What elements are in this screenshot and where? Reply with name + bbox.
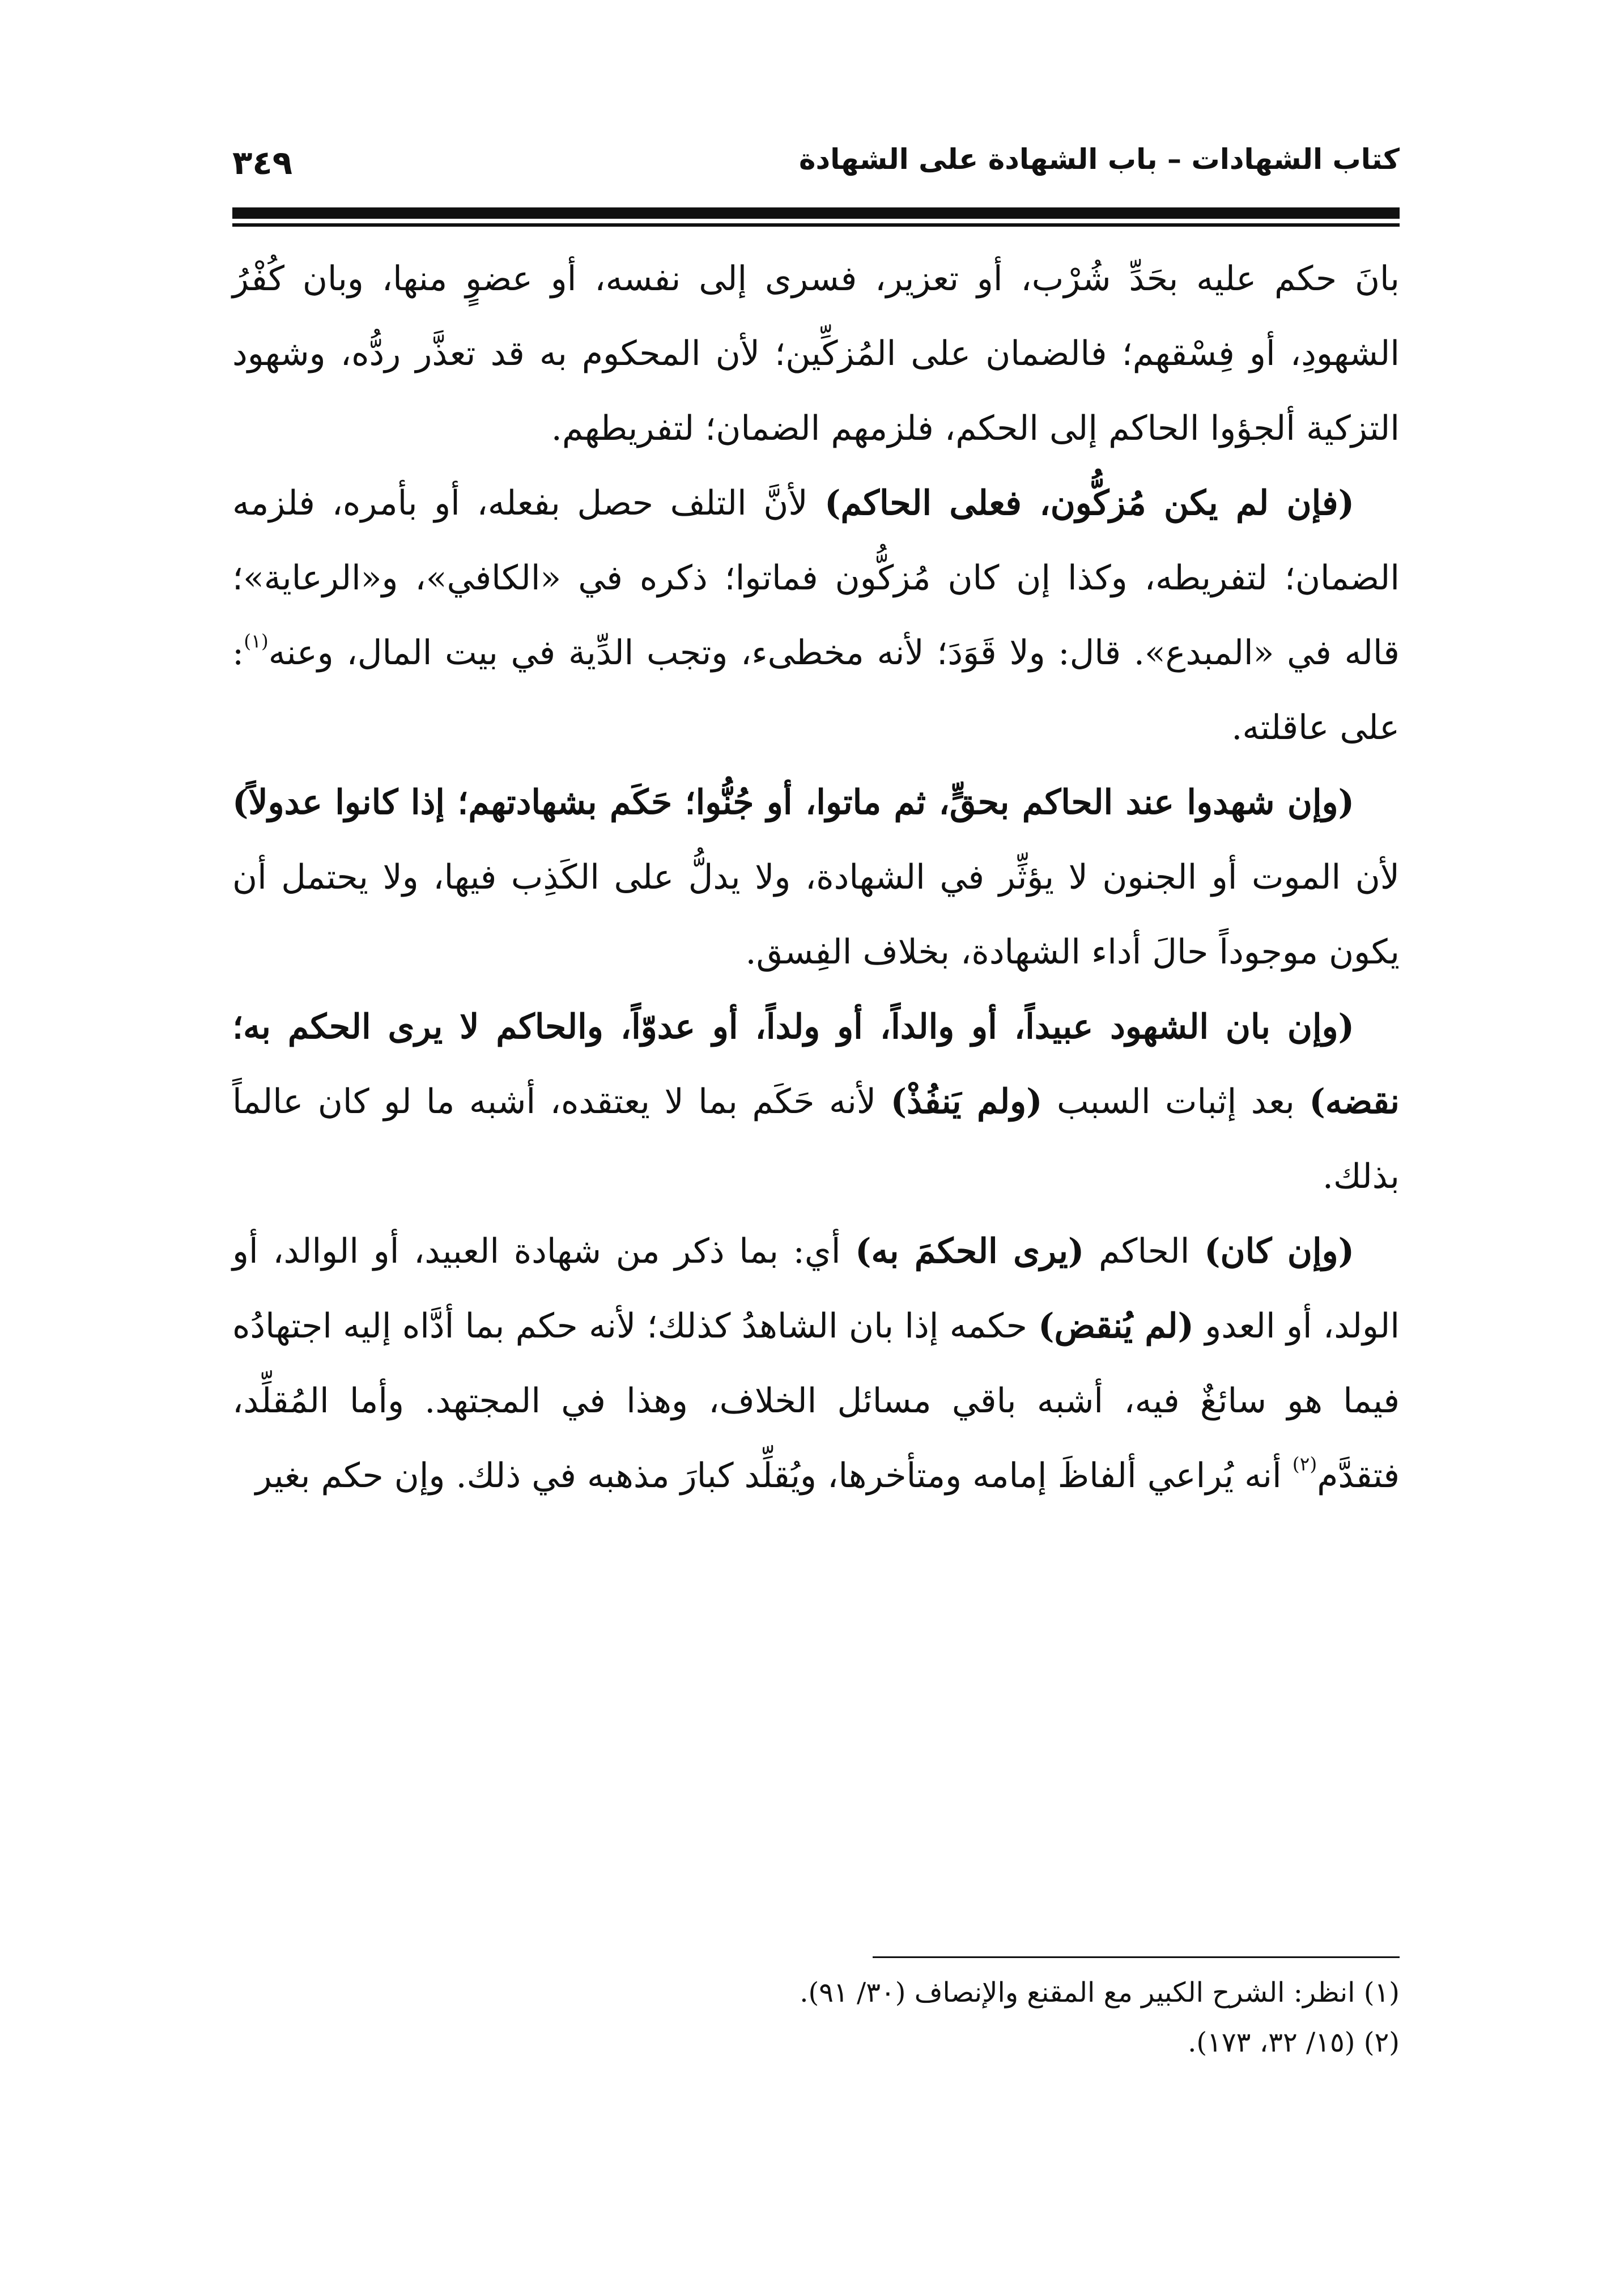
- footnote-separator: [873, 1956, 1400, 1958]
- text-run: بعد إثبات السبب: [1042, 1082, 1310, 1122]
- matn-text: (ولم يَنفُذْ): [890, 1082, 1043, 1122]
- footnote-2: (٢) (١٥/ ٣٢، ١٧٣).: [1188, 2027, 1400, 2058]
- text-run: حكمه إذا بان الشاهدُ كذلك؛ لأنه حكم بما أدَّاه إليه اجتهادُه فيما هو سائغٌ فيه، أشبه باقي مسائل الخلاف، وهذا في المجتهد. وأما المُقلِّد، فتقدَّم: [232, 1306, 1400, 1496]
- page-header: [232, 128, 1400, 182]
- matn-text: (فإن لم يكن مُزكُّون، فعلى الحاكم): [824, 483, 1354, 523]
- paragraph: [232, 990, 1400, 1214]
- text-run: بانَ حكم عليه بحَدِّ شُرْب، أو تعزير، فسرى إلى نفسه، أو عضوٍ منها، وبان كُفْرُ الشهودِ، أو فِسْقهم؛ فالضمان على المُزكِّين؛ لأن المحكوم به قد تعذَّر ردُّه، وشهود التزكية ألجؤوا الحاكم إلى الحكم، فلزمهم الضمان؛ لتفريطهم.: [232, 259, 1400, 448]
- page-number: ٣٤٩: [232, 143, 293, 182]
- footnotes: [232, 1968, 1400, 2067]
- text-run: أي: بما ذكر من شهادة العبيد، أو الوالد، أو الولد، أو العدو: [232, 1232, 1400, 1346]
- paragraph: [232, 466, 1400, 765]
- text-run: الحاكم: [1084, 1232, 1205, 1271]
- footnote-marker[interactable]: (٢): [1292, 1453, 1317, 1475]
- paragraph: [232, 765, 1400, 990]
- paragraph: [232, 1214, 1400, 1513]
- text-run: : على عاقلته.: [232, 633, 1400, 748]
- text-run: لأنَّ التلف حصل بفعله، أو بأمره، فلزمه الضمان؛ لتفريطه، وكذا إن كان مُزكُّون فماتوا؛ ذكره في «الكافي»، و«الرعاية»؛ قاله في «المبدع». قال: ولا قَوَدَ؛ لأنه مخطىء، وتجب الدِّية في بيت المال، وعنه: [232, 483, 1400, 673]
- footnote-marker[interactable]: (١): [244, 630, 269, 652]
- matn-text: (وإن كان): [1204, 1232, 1355, 1271]
- header-rule-thick: [232, 207, 1400, 219]
- matn-text: (يرى الحكمَ به): [855, 1232, 1085, 1271]
- main-text: [232, 241, 1400, 1513]
- footnote-1: (١) انظر: الشرح الكبير مع المقنع والإنصاف (٣٠/ ٩١).: [800, 1977, 1400, 2009]
- matn-text: (وإن شهدوا عند الحاكم بحقٍّ، ثم ماتوا، أو جُنُّوا؛ حَكَم بشهادتهم؛ إذا كانوا عدولاً): [232, 783, 1354, 822]
- matn-text: (لم يُنقض): [1038, 1306, 1194, 1346]
- text-run: لأنه حَكَم بما لا يعتقده، أشبه ما لو كان عالماً بذلك.: [232, 1082, 1400, 1196]
- header-rule-thin: [232, 223, 1400, 227]
- matn-text: (وإن بان الشهود عبيداً، أو والداً، أو ولداً، أو عدوّاً، والحاكم لا يرى الحكم به؛ نقضه): [232, 1007, 1400, 1122]
- paragraph: [232, 241, 1400, 466]
- text-run: أنه يُراعي ألفاظَ إمامه ومتأخرها، ويُقلِّد كبارَ مذهبه في ذلك. وإن حكم بغير: [255, 1456, 1293, 1496]
- running-header-title: كتاب الشهادات – باب الشهادة على الشهادة: [798, 143, 1400, 176]
- text-run: لأن الموت أو الجنون لا يؤثِّر في الشهادة، ولا يدلُّ على الكَذِب فيها، ولا يحتمل أن يكون موجوداً حالَ أداء الشهادة، بخلاف الفِسق.: [232, 857, 1400, 972]
